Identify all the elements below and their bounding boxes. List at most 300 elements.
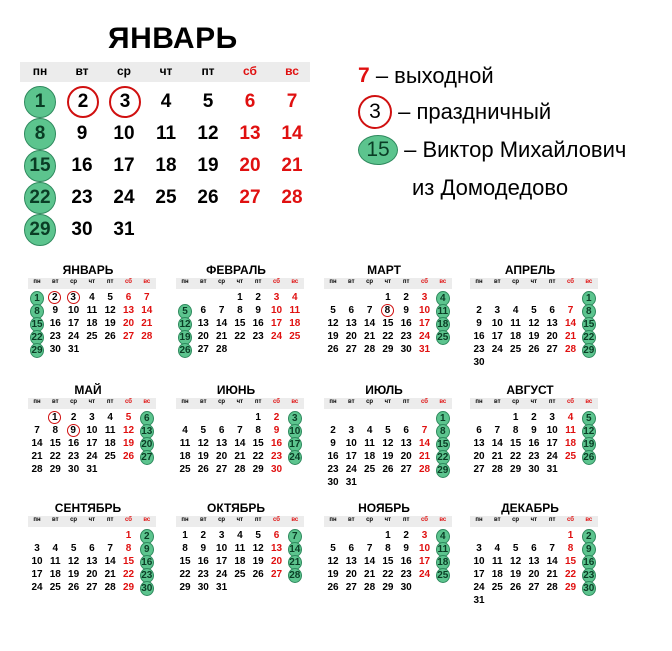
weekday-label: чт: [88, 399, 96, 405]
day-cell: 23: [141, 570, 153, 581]
day-cell: 16: [473, 331, 485, 342]
weekday-label: ср: [70, 517, 78, 523]
weekday-label: пт: [254, 279, 262, 285]
month-12: [470, 500, 600, 607]
weekday-label: ср: [366, 279, 374, 285]
month-title: ИЮЛЬ: [365, 383, 403, 397]
day-cell: 9: [531, 425, 537, 436]
weekday-label: пт: [254, 399, 262, 405]
day-cell: 3: [348, 425, 355, 436]
day-cell: 27: [86, 582, 98, 593]
day-cell: 17: [289, 439, 301, 450]
weekday-label: сб: [125, 517, 132, 523]
day-cell: 6: [549, 305, 555, 316]
day-cell: 13: [345, 318, 357, 329]
day-cell: 5: [70, 543, 77, 554]
day-cell: 20: [546, 331, 558, 342]
day-cell: 17: [113, 155, 135, 176]
weekday-header: [470, 278, 598, 289]
day-cell: 7: [218, 305, 225, 316]
weekday-label: сб: [125, 399, 132, 405]
day-cell: 6: [403, 425, 409, 436]
weekday-header: [324, 516, 452, 527]
day-cell: 14: [364, 556, 376, 567]
day-cell: 18: [564, 438, 577, 449]
day-cell: 1: [582, 291, 596, 306]
day-cell: 30: [473, 357, 485, 368]
day-cell: 8: [381, 304, 394, 317]
weekday-label: ср: [116, 64, 131, 78]
day-cell: 17: [270, 318, 283, 329]
day-cell: 17: [31, 569, 43, 580]
day-cell: 31: [86, 464, 98, 475]
day-cell: 21: [104, 569, 116, 580]
day-cell: 17: [418, 318, 431, 329]
weekday-label: пт: [402, 517, 410, 523]
day-cell: 2: [403, 530, 409, 541]
day-cell: 12: [68, 556, 80, 567]
day-cell: 13: [141, 426, 153, 437]
day-cell: 29: [24, 214, 56, 246]
days-grid: [470, 527, 600, 607]
weekday-header: [28, 516, 156, 527]
weekday-label: вт: [494, 279, 501, 285]
day-cell: 10: [418, 305, 431, 316]
weekday-label: сб: [421, 399, 428, 405]
day-cell: 4: [89, 292, 95, 303]
day-cell: 28: [564, 344, 577, 355]
day-cell: 1: [182, 530, 188, 541]
day-cell: 9: [200, 543, 207, 554]
day-cell: 29: [122, 582, 135, 593]
day-cell: 20: [528, 569, 540, 580]
day-cell: 26: [327, 344, 339, 355]
day-cell: 10: [473, 556, 485, 567]
day-cell: 28: [104, 582, 116, 593]
weekday-label: ср: [512, 517, 520, 523]
day-cell: 4: [52, 543, 59, 554]
weekday-label: пт: [402, 279, 410, 285]
day-cell: 9: [273, 425, 280, 436]
day-cell: 21: [141, 318, 153, 329]
day-cell: 10: [345, 438, 357, 449]
day-cell: 23: [400, 569, 412, 580]
day-cell: 5: [178, 304, 192, 319]
day-cell: 21: [418, 451, 431, 462]
weekday-label: вс: [585, 517, 593, 523]
day-cell: 28: [141, 331, 153, 342]
day-cell: 16: [583, 557, 595, 568]
day-cell: 4: [512, 305, 519, 316]
day-cell: 3: [549, 412, 555, 423]
weekday-label: вс: [439, 399, 447, 405]
day-cell: 3: [273, 292, 280, 303]
day-cell: 28: [418, 464, 431, 475]
weekday-label: вт: [494, 399, 501, 405]
day-cell: 17: [491, 331, 503, 342]
day-cell: 20: [345, 569, 357, 580]
day-cell: 7: [288, 529, 302, 544]
month-title: АВГУСТ: [506, 383, 554, 397]
day-cell: 19: [327, 331, 339, 342]
weekday-label: пт: [548, 399, 556, 405]
day-cell: 23: [400, 331, 412, 342]
day-cell: 5: [531, 305, 537, 316]
weekday-label: чт: [159, 64, 173, 78]
day-cell: 7: [144, 292, 150, 303]
day-cell: 21: [491, 451, 503, 462]
day-cell: 12: [528, 318, 540, 329]
weekday-label: пн: [32, 64, 48, 78]
day-cell: 11: [492, 556, 503, 567]
weekday-header: [470, 398, 598, 409]
day-cell: 28: [234, 464, 246, 475]
day-cell: 11: [565, 425, 576, 436]
weekday-label: сб: [567, 399, 574, 405]
day-cell: 25: [86, 331, 98, 342]
day-cell: 19: [382, 451, 394, 462]
weekday-label: вт: [494, 517, 501, 523]
day-cell: 11: [179, 438, 191, 449]
day-cell: 27: [528, 582, 540, 593]
day-cell: 19: [252, 556, 264, 567]
day-cell: 4: [237, 530, 243, 541]
month-title: ФЕВРАЛЬ: [206, 263, 266, 277]
day-cell: 31: [546, 464, 558, 475]
weekday-label: сб: [421, 279, 428, 285]
weekday-label: чт: [384, 517, 392, 523]
weekday-label: вт: [75, 64, 89, 78]
day-cell: 3: [494, 305, 501, 316]
day-cell: 12: [122, 425, 135, 436]
day-cell: 24: [68, 331, 80, 342]
weekday-label: вт: [348, 517, 355, 523]
day-cell: 7: [549, 543, 555, 554]
day-cell: 14: [491, 438, 503, 449]
day-cell: 2: [255, 292, 261, 303]
day-cell: 24: [546, 451, 558, 462]
legend-person-sample: 15: [358, 135, 398, 165]
day-cell: 29: [49, 464, 61, 475]
day-cell: 26: [197, 464, 209, 475]
weekday-label: вс: [585, 279, 593, 285]
day-cell: 1: [385, 292, 391, 303]
day-cell: 20: [216, 451, 228, 462]
day-cell: 14: [281, 123, 303, 144]
day-cell: 13: [473, 438, 485, 449]
weekday-label: пт: [548, 517, 556, 523]
day-cell: 10: [113, 123, 135, 144]
day-cell: 23: [197, 569, 209, 580]
day-cell: 19: [179, 332, 191, 343]
weekday-label: чт: [530, 517, 538, 523]
day-cell: 7: [34, 425, 40, 436]
day-cell: 7: [567, 305, 574, 316]
weekday-label: чт: [236, 279, 244, 285]
day-cell: 12: [510, 556, 522, 567]
day-cell: 13: [239, 123, 261, 144]
day-cell: 10: [289, 426, 301, 437]
day-cell: 17: [473, 569, 485, 580]
day-cell: 5: [202, 91, 214, 112]
day-cell: 28: [289, 570, 301, 581]
day-cell: 30: [528, 464, 540, 475]
day-cell: 15: [252, 438, 264, 449]
day-cell: 7: [237, 425, 243, 436]
day-cell: 30: [71, 219, 93, 240]
day-cell: 24: [289, 452, 301, 463]
weekday-label: чт: [88, 517, 96, 523]
day-cell: 29: [437, 465, 449, 476]
day-cell: 3: [421, 530, 428, 541]
weekday-label: вс: [143, 279, 151, 285]
day-cell: 4: [292, 292, 298, 303]
weekday-label: сб: [125, 279, 132, 285]
day-cell: 22: [24, 182, 56, 214]
weekday-label: пт: [106, 517, 114, 523]
day-cell: 22: [583, 332, 595, 343]
day-cell: 8: [125, 543, 132, 554]
weekday-label: чт: [384, 399, 392, 405]
legend-person-line2: [412, 170, 568, 204]
day-cell: 24: [418, 331, 431, 342]
day-cell: 3: [421, 292, 428, 303]
day-cell: 13: [345, 556, 357, 567]
day-cell: 2: [70, 412, 77, 423]
day-cell: 14: [216, 318, 228, 329]
day-cell: 24: [345, 464, 357, 475]
weekday-header: [28, 278, 156, 289]
day-cell: 26: [382, 464, 394, 475]
weekday-label: ср: [512, 399, 520, 405]
day-cell: 24: [491, 344, 503, 355]
weekday-label: вт: [52, 399, 59, 405]
day-cell: 2: [140, 529, 154, 544]
day-cell: 18: [510, 331, 522, 342]
month-11: [324, 500, 454, 607]
day-cell: 18: [179, 451, 191, 462]
day-cell: 5: [330, 543, 336, 554]
day-cell: 21: [564, 331, 577, 342]
legend-weekend-text: – выходной: [375, 63, 494, 89]
day-cell: 27: [141, 452, 153, 463]
day-cell: 12: [197, 123, 219, 144]
day-cell: 19: [583, 439, 595, 450]
day-cell: 11: [364, 438, 375, 449]
day-cell: 16: [327, 451, 339, 462]
day-cell: 11: [510, 318, 521, 329]
main-month-title: ЯНВАРЬ: [108, 22, 238, 55]
day-cell: 27: [345, 344, 357, 355]
day-cell: 26: [252, 569, 264, 580]
day-cell: 30: [400, 344, 412, 355]
day-cell: 6: [348, 305, 355, 316]
day-cell: 27: [216, 464, 228, 475]
weekday-label: пт: [402, 399, 410, 405]
day-cell: 28: [546, 582, 558, 593]
weekday-label: сб: [273, 399, 280, 405]
day-cell: 14: [418, 438, 431, 449]
day-cell: 4: [567, 412, 574, 423]
day-cell: 22: [122, 569, 135, 580]
weekday-label: вс: [143, 399, 151, 405]
month-3: [324, 262, 454, 369]
day-cell: 18: [289, 318, 301, 329]
day-cell: 8: [182, 543, 188, 554]
day-cell: 16: [400, 318, 412, 329]
day-cell: 9: [76, 123, 88, 144]
day-cell: 19: [510, 569, 522, 580]
day-cell: 11: [104, 425, 116, 436]
day-cell: 20: [122, 318, 135, 329]
day-cell: 14: [31, 438, 43, 449]
day-cell: 3: [288, 411, 302, 426]
day-cell: 22: [234, 331, 246, 342]
days-grid: [28, 409, 158, 489]
weekday-header: [324, 278, 452, 289]
month-title: ИЮНЬ: [216, 383, 256, 397]
day-cell: 14: [289, 544, 301, 555]
day-cell: 15: [437, 439, 449, 450]
day-cell: 17: [86, 438, 98, 449]
day-cell: 31: [473, 595, 485, 606]
month-8: [470, 382, 600, 489]
day-cell: 5: [125, 412, 132, 423]
day-cell: 19: [327, 569, 339, 580]
weekday-label: вс: [439, 279, 447, 285]
day-cell: 30: [197, 582, 209, 593]
day-cell: 24: [216, 569, 228, 580]
month-9: [28, 500, 158, 607]
day-cell: 1: [512, 412, 519, 423]
day-cell: 20: [400, 451, 412, 462]
day-cell: 21: [281, 155, 303, 176]
day-cell: 6: [218, 425, 225, 436]
day-cell: 27: [400, 464, 412, 475]
weekday-label: чт: [530, 399, 538, 405]
day-cell: 19: [68, 569, 80, 580]
day-cell: 12: [179, 319, 191, 330]
day-cell: 26: [68, 582, 80, 593]
day-cell: 15: [382, 556, 394, 567]
day-cell: 4: [494, 543, 501, 554]
day-cell: 4: [366, 425, 373, 436]
weekday-label: ср: [70, 399, 78, 405]
day-cell: 19: [104, 318, 116, 329]
day-cell: 26: [179, 345, 191, 356]
weekday-header: [176, 398, 304, 409]
day-cell: 16: [400, 556, 412, 567]
day-cell: 11: [86, 305, 98, 316]
day-cell: 30: [141, 583, 153, 594]
day-cell: 16: [71, 155, 93, 176]
day-cell: 2: [200, 530, 207, 541]
weekday-label: пн: [329, 279, 337, 285]
day-cell: 30: [400, 582, 412, 593]
day-cell: 18: [86, 318, 98, 329]
day-cell: 11: [234, 543, 246, 554]
weekday-label: пн: [181, 279, 189, 285]
day-cell: 18: [491, 569, 503, 580]
day-cell: 8: [436, 424, 450, 439]
day-cell: 7: [494, 425, 501, 436]
month-title: НОЯБРЬ: [358, 501, 410, 515]
day-cell: 4: [436, 529, 450, 544]
day-cell: 2: [273, 412, 280, 423]
day-cell: 9: [67, 424, 80, 437]
day-cell: 8: [385, 543, 391, 554]
day-cell: 29: [382, 344, 394, 355]
weekday-label: пт: [201, 64, 215, 78]
day-cell: 27: [546, 344, 558, 355]
day-cell: 5: [107, 292, 113, 303]
day-cell: 23: [583, 570, 595, 581]
legend-person-text-line2: из Домодедово: [412, 175, 569, 201]
day-cell: 14: [141, 305, 153, 316]
weekday-header: [470, 516, 598, 527]
weekday-label: чт: [236, 399, 244, 405]
days-grid: [28, 289, 158, 369]
weekday-label: пн: [33, 399, 41, 405]
day-cell: 25: [437, 332, 449, 343]
day-cell: 15: [122, 556, 135, 567]
day-cell: 6: [89, 543, 95, 554]
day-cell: 26: [104, 331, 116, 342]
weekday-label: ср: [512, 279, 520, 285]
day-cell: 3: [476, 543, 482, 554]
day-cell: 3: [218, 530, 225, 541]
day-cell: 29: [583, 345, 595, 356]
day-cell: 26: [122, 451, 135, 462]
day-cell: 20: [86, 569, 98, 580]
day-cell: 12: [197, 438, 209, 449]
day-cell: 30: [583, 583, 595, 594]
legend-person-text-line1: – Виктор Михайлович: [404, 137, 627, 163]
day-cell: 26: [528, 344, 540, 355]
day-cell: 18: [155, 155, 177, 176]
day-cell: 9: [140, 542, 154, 557]
weekday-label: вт: [348, 279, 355, 285]
day-cell: 21: [546, 569, 558, 580]
day-cell: 28: [216, 344, 228, 355]
day-cell: 20: [239, 155, 261, 176]
day-cell: 29: [179, 582, 191, 593]
day-cell: 25: [234, 569, 246, 580]
weekday-label: ср: [218, 279, 226, 285]
day-cell: 6: [125, 292, 132, 303]
weekday-label: ср: [366, 399, 374, 405]
day-cell: 27: [345, 582, 357, 593]
day-cell: 14: [104, 556, 116, 567]
day-cell: 20: [141, 439, 153, 450]
day-cell: 28: [281, 187, 303, 208]
day-cell: 7: [366, 305, 373, 316]
day-cell: 1: [48, 411, 61, 424]
day-cell: 13: [400, 438, 412, 449]
day-cell: 10: [270, 305, 283, 316]
day-cell: 25: [155, 187, 177, 208]
day-cell: 2: [531, 412, 537, 423]
day-cell: 29: [31, 345, 43, 356]
day-cell: 9: [476, 318, 482, 329]
day-cell: 8: [52, 425, 59, 436]
day-cell: 17: [345, 451, 357, 462]
day-cell: 24: [270, 331, 283, 342]
weekday-header: [176, 278, 304, 289]
weekday-label: вс: [585, 399, 593, 405]
day-cell: 17: [68, 318, 80, 329]
day-cell: 23: [327, 464, 339, 475]
